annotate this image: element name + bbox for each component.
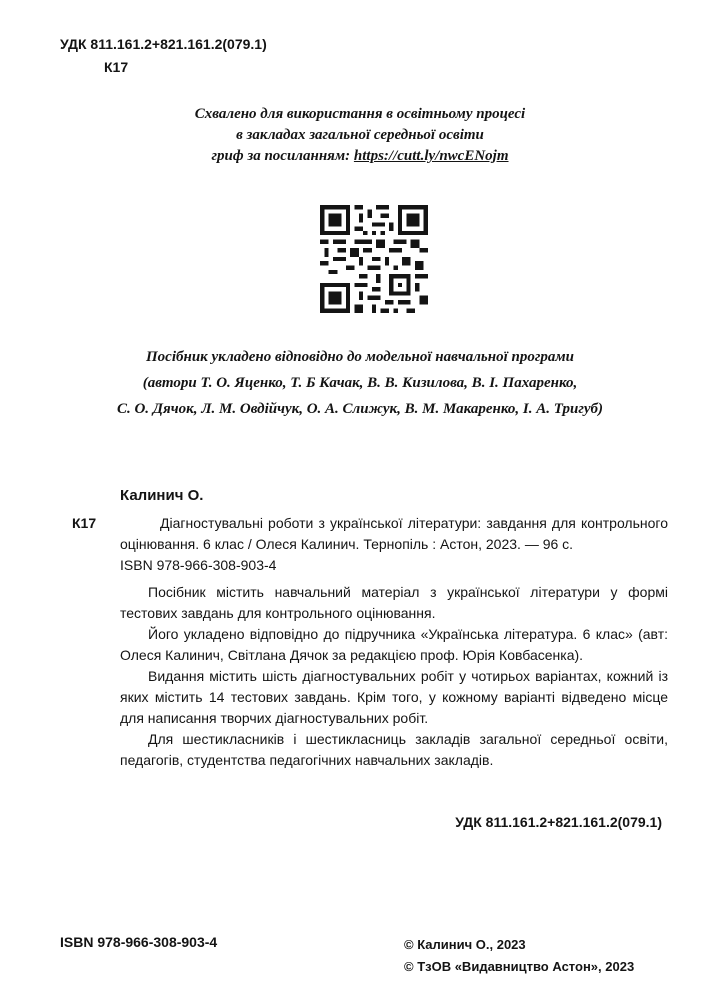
catalog-description: Діагностувальні роботи з української літератури: завдання для контрольного оцінювання. 6 клас / Олеся Калинич. Тернопіль : Астон, 2023. — 96 с. [120,515,668,552]
catalog-code: К17 [72,515,97,531]
annotation-paragraph-1: Посібник містить навчальний матеріал з української літератури у формі тестових завдань для контрольного оцінювання. [120,584,668,621]
copyright-author: © Калинич О., 2023 [404,937,526,952]
approval-link[interactable]: https://cutt.ly/nwcENojm [353,148,509,164]
annotation-paragraph-2: Його укладено відповідно до підручника «Українська література. 6 клас» (авт: Олеся Калинич, Світлана Дячок за редакцією проф. Юрія Ковбасенка). [120,626,668,663]
program-line-1: Посібник укладено відповідно до модельної навчальної програми [146,349,574,365]
approval-line-1: Схвалено для використання в освітньому процесі [194,106,526,122]
footer-isbn: ISBN 978-966-308-903-4 [60,934,218,950]
program-line-2: (автори Т. О. Яценко, Т. Б Качак, В. В. Кизилова, В. І. Пахаренко, [142,375,578,391]
annotation-paragraph-3: Видання містить шість діагностувальних робіт у чотирьох варіантах, кожний із яких містить 14 тестових завдань. Крім того, у кожному варіанті відведено місце для написання творчих діагностувальних робіт. [120,668,668,726]
header-k17: К17 [104,59,129,75]
approval-line-2: в закладах загальної середньої освіти [236,127,484,143]
copyright-block [404,934,634,978]
approval-prefix: гриф за посиланням: [211,148,354,164]
catalog-isbn: ISBN 978-966-308-903-4 [120,557,277,573]
approval-line-3 [0,146,720,167]
catalog-description-block [120,513,668,771]
program-block [0,344,720,422]
approval-block [0,104,720,167]
catalog-author: Калинич О. [120,487,204,504]
copyright-publisher: © ТзОВ «Видавництво Астон», 2023 [404,959,635,974]
annotation-paragraph-4: Для шестикласників і шестикласниць закладів загальної середньої освіти, педагогів, студентства педагогічних навчальних закладів. [120,731,668,768]
program-line-3: С. О. Дячок, Л. М. Овдійчук, О. А. Слижук, В. М. Макаренко, І. А. Тригуб) [116,401,604,417]
header-udk: УДК 811.161.2+821.161.2(079.1) [60,36,267,52]
qr-code-icon [320,205,428,313]
footer-udk: УДК 811.161.2+821.161.2(079.1) [455,814,662,830]
